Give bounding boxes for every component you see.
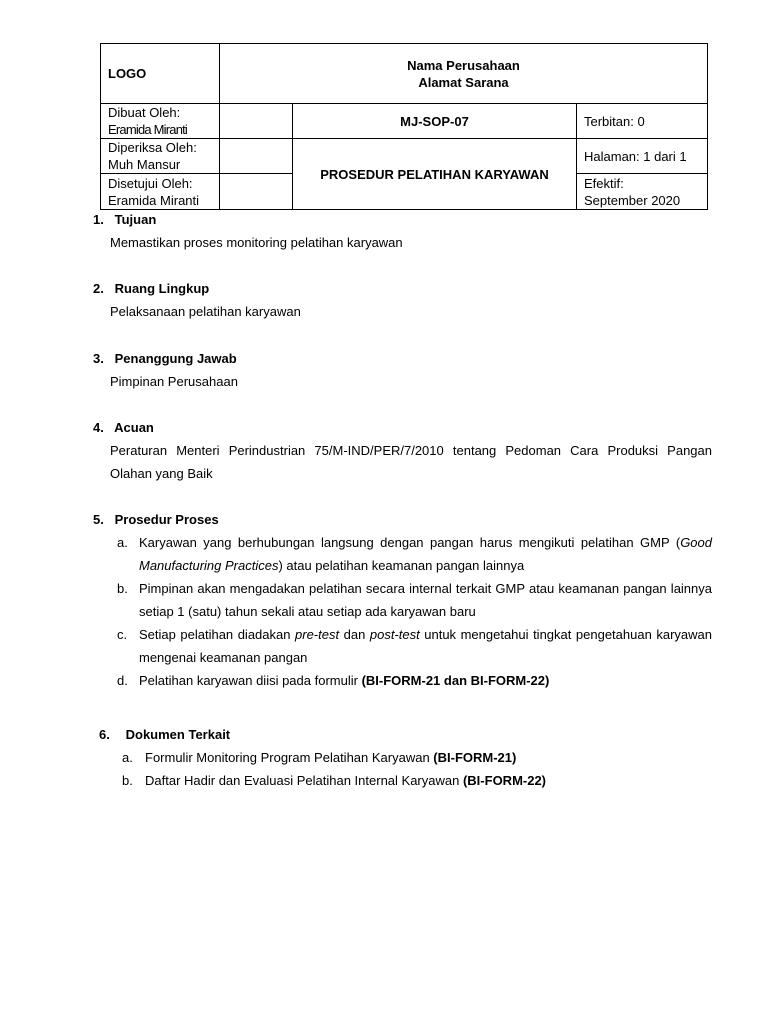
effective-label: Efektif:	[584, 175, 624, 191]
made-by-label: Dibuat Oleh:	[108, 105, 181, 120]
section-text-tujuan: Memastikan proses monitoring pelatihan karyawan	[110, 235, 403, 250]
item-letter: b.	[122, 773, 133, 788]
section-title: Acuan	[114, 420, 154, 435]
item-letter: a.	[122, 750, 133, 765]
document-header-table	[100, 43, 708, 210]
procedure-item-b	[117, 577, 712, 623]
related-doc-item-b	[122, 769, 712, 792]
approved-by-name: Eramida Miranti	[108, 192, 200, 208]
section-heading-tujuan	[93, 212, 156, 227]
section-text-acuan: Peraturan Menteri Perindustrian 75/M-IND/PER/7/2010 tentang Pedoman Cara Produksi Pangan Olahan yang Baik	[110, 443, 712, 481]
section-title: Ruang Lingkup	[114, 281, 210, 296]
related-doc-item-a	[122, 746, 712, 769]
section-title: Penanggung Jawab	[114, 351, 237, 366]
section-heading-ruang-lingkup	[93, 281, 209, 296]
section-number: 5.	[93, 512, 104, 527]
item-letter: b.	[117, 581, 128, 596]
section-title: Prosedur Proses	[114, 512, 219, 527]
item-letter: a.	[117, 535, 128, 550]
made-by-cell	[101, 104, 220, 139]
section-number: 1.	[93, 212, 104, 227]
section-heading-prosedur-proses	[93, 512, 219, 527]
procedure-item-a	[117, 531, 712, 577]
effective-cell	[577, 174, 708, 210]
item-text: Pimpinan akan mengadakan pelatihan secara internal terkait GMP atau keamanan pangan lainnya setiap 1 (satu) tahun sekali atau setiap ada karyawan baru	[139, 581, 712, 619]
section-title: Dokumen Terkait	[125, 727, 231, 742]
page-info: Halaman: 1 dari 1	[577, 139, 708, 174]
approved-by-label: Disetujui Oleh:	[108, 175, 193, 191]
made-by-signature	[220, 104, 293, 139]
section-heading-acuan	[93, 420, 154, 435]
section-number: 4.	[93, 420, 104, 435]
section-text-ruang-lingkup: Pelaksanaan pelatihan karyawan	[110, 304, 301, 319]
checked-by-name: Muh Mansur	[108, 157, 181, 172]
section-heading-penanggung-jawab	[93, 351, 237, 366]
item-text: Formulir Monitoring Program Pelatihan Karyawan (BI-FORM-21)	[145, 750, 517, 765]
section-title: Tujuan	[114, 212, 157, 227]
edition: Terbitan: 0	[577, 104, 708, 139]
approved-by-cell	[101, 174, 220, 210]
doc-title: PROSEDUR PELATIHAN KARYAWAN	[293, 139, 577, 210]
approved-by-signature	[220, 174, 293, 210]
checked-by-label: Diperiksa Oleh:	[108, 140, 197, 155]
item-text: Daftar Hadir dan Evaluasi Pelatihan Internal Karyawan (BI-FORM-22)	[145, 773, 547, 788]
checked-by-cell	[101, 139, 220, 174]
procedure-item-c	[117, 623, 712, 669]
logo-placeholder: LOGO	[101, 44, 220, 104]
section-number: 6.	[99, 727, 110, 742]
effective-date: September 2020	[584, 192, 681, 208]
procedure-item-d	[117, 669, 712, 692]
item-letter: d.	[117, 673, 128, 688]
item-text: Pelatihan karyawan diisi pada formulir (BI-FORM-21 dan BI-FORM-22)	[139, 673, 550, 688]
section-text-penanggung-jawab: Pimpinan Perusahaan	[110, 374, 238, 389]
item-letter: c.	[117, 627, 128, 642]
section-number: 3.	[93, 351, 104, 366]
section-number: 2.	[93, 281, 104, 296]
item-text: Setiap pelatihan diadakan pre-test dan post-test untuk mengetahui tingkat pengetahuan karyawan mengenai keamanan pangan	[139, 627, 712, 665]
company-info-cell	[220, 44, 708, 104]
checked-by-signature	[220, 139, 293, 174]
section-heading-dokumen-terkait	[99, 727, 230, 742]
made-by-name: Eramida Miranti	[108, 122, 188, 137]
company-name: Nama Perusahaan	[407, 57, 520, 73]
company-address: Alamat Sarana	[418, 74, 509, 90]
item-text: Karyawan yang berhubungan langsung dengan pangan harus mengikuti pelatihan GMP (Good Manufacturing Practices) atau pelatihan keamanan pangan lainnya	[139, 535, 712, 573]
doc-code: MJ-SOP-07	[293, 104, 577, 139]
